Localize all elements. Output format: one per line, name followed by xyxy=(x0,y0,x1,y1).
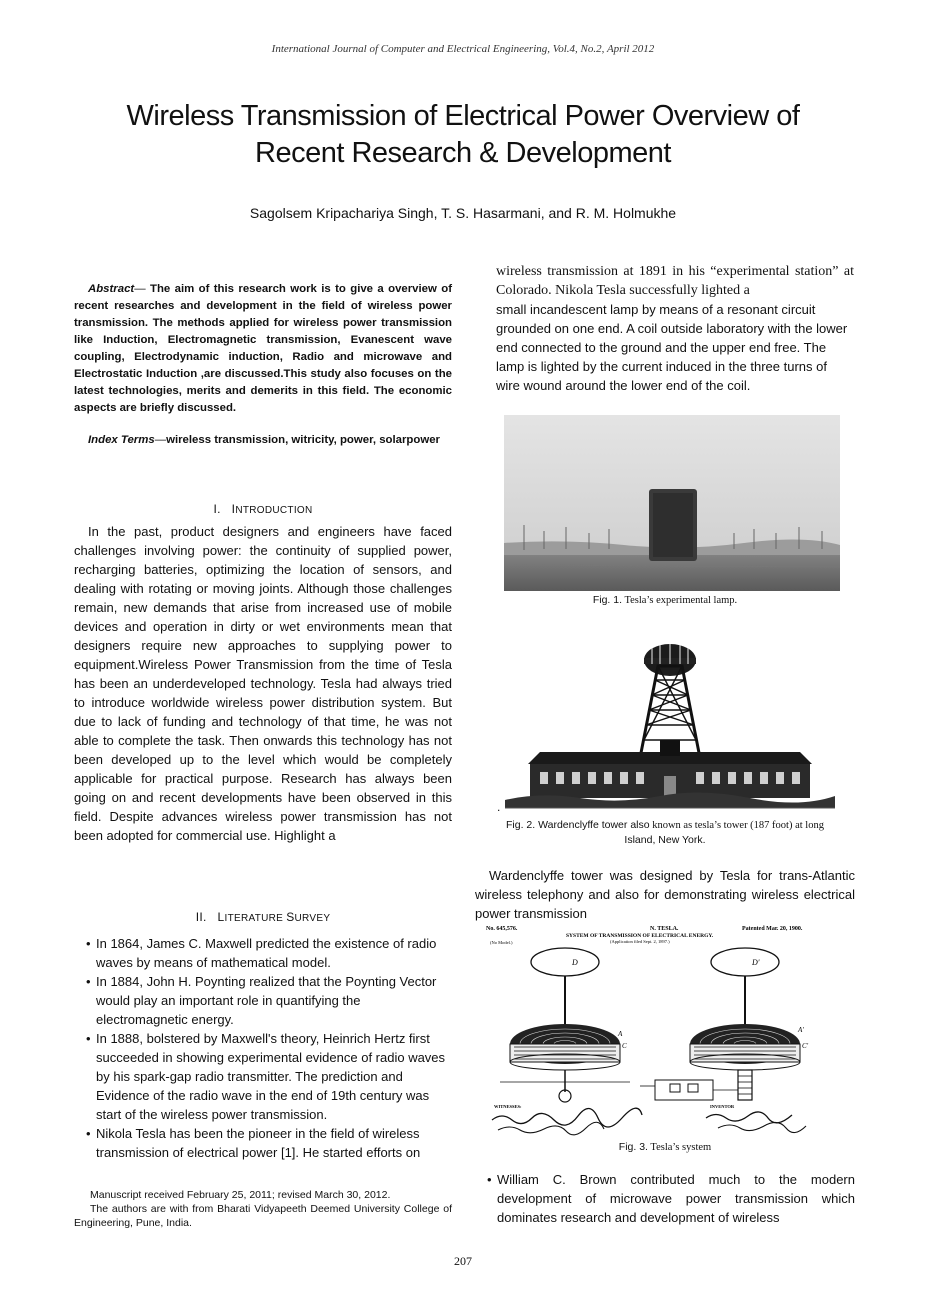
figure-3-tesla-system xyxy=(480,924,840,1136)
footnote-line-2: The authors are with from Bharati Vidyapeeth Deemed University College of Engineering, Pune, India. xyxy=(74,1203,452,1229)
brown-list xyxy=(475,1170,855,1227)
abstract-dash: — xyxy=(134,283,150,295)
journal-header: International Journal of Computer and Electrical Engineering, Vol.4, No.2, April 2012 xyxy=(271,43,655,55)
authors: Sagolsem Kripachariya Singh, T. S. Hasarmani, and R. M. Holmukhe xyxy=(249,205,677,221)
literature-survey-list xyxy=(74,934,452,1162)
paper-title xyxy=(80,98,846,172)
figure-1-lamp-photo xyxy=(504,415,840,591)
patent-name: N. TESLA. xyxy=(650,926,679,932)
index-terms-text: wireless transmission, witricity, power, solarpower xyxy=(166,434,440,446)
page-number: 207 xyxy=(454,1254,472,1268)
footnote xyxy=(74,1188,452,1230)
svg-text:C': C' xyxy=(802,1042,809,1050)
svg-text:D: D xyxy=(572,958,578,967)
svg-text:D': D' xyxy=(752,958,760,967)
patent-witnesses: WITNESSES: xyxy=(494,1104,522,1109)
svg-text:A: A xyxy=(618,1030,623,1038)
patent-model: (No Model.) xyxy=(490,940,513,945)
patent-inventor: INVENTOR xyxy=(710,1104,735,1109)
figure-2-wardenclyffe-tower xyxy=(500,640,840,815)
footnote-line-1: Manuscript received February 25, 2011; revised March 30, 2012. xyxy=(90,1189,391,1201)
index-terms-dash: — xyxy=(154,434,167,446)
wardenclyffe-paragraph: Wardenclyffe tower was designed by Tesla for trans-Atlantic wireless telephony and also for demonstrating wireless electrical power transmission xyxy=(475,868,855,921)
patent-number: No. 645,576. xyxy=(486,926,518,932)
patent-filed: (Application filed Sept. 2, 1897.) xyxy=(610,939,670,944)
patent-system: SYSTEM OF TRANSMISSION OF ELECTRICAL ENERGY. xyxy=(566,933,714,939)
tesla-continuation xyxy=(496,262,854,395)
figure-2-caption: Fig. 2. Wardenclyffe tower also known as tesla’s tower (187 foot) at long Island, New York. xyxy=(506,819,824,846)
title-line-1: Wireless Transmission of Electrical Power Overview of xyxy=(126,100,800,132)
introduction-body: In the past, product designers and engineers have faced challenges involving power: the continuity of supplied power, recharging batteries, optimizing the location of sensors, and dealing with rotating or moving joints. Although those challenges remain, new demands that arise from increased use of mobile devices and operation in dirty or wet environments mean that designers require new approaches to supplying power to equipment.Wireless Power Transmission from the time of Tesla has been an underdeveloped technology. Tesla had always tried to introduce worldwide wireless power distribution system. But due to lack of funding and technology of that time, he was not able to complete the task. Then onwards this technology has not been developed up to the level which would be completely applicable for practical purpose. Research has always been going on and recent developments have been observed in this field. Despite advances wireless power transmission has not been adopted for commercial use. Highlight a xyxy=(74,524,452,843)
list-item: • In 1864, James C. Maxwell predicted the existence of radio waves by means of mathematical model. xyxy=(86,936,437,970)
svg-text:A': A' xyxy=(798,1026,804,1034)
index-terms-label: Index Terms xyxy=(88,434,155,446)
figure-1-caption: Fig. 1. Tesla’s experimental lamp. xyxy=(592,594,738,606)
wardenclyffe-tower-image xyxy=(500,640,840,815)
svg-text:C: C xyxy=(622,1042,627,1050)
tesla-patent-drawing xyxy=(480,924,840,1136)
lamp-photo-image xyxy=(504,415,840,591)
abstract-label: Abstract xyxy=(88,283,135,295)
figure-2-dot: . xyxy=(497,800,501,814)
list-item: • In 1888, bolstered by Maxwell's theory, Heinrich Hertz first succeeded in showing experimental evidence of radio waves by his spark-gap radio transmitter. The prediction and Evidence of the radio wave in the end of 19th century was start of the wireless power transmission. xyxy=(86,1031,446,1122)
section-heading-literature-survey: II. LITERATURE SURVEY xyxy=(195,910,331,924)
title-line-2: Recent Research & Development xyxy=(255,137,671,169)
section-heading-introduction: I. INTRODUCTION xyxy=(213,502,313,516)
list-item: • William C. Brown contributed much to the modern development of microwave power transmission which dominates research and development of wireless xyxy=(487,1172,855,1225)
figure-3-caption: Fig. 3. Tesla’s system xyxy=(618,1141,712,1153)
tesla-continuation-sans: small incandescent lamp by means of a resonant circuit grounded on one end. A coil outside laboratory with the lower end connected to the ground and the upper end free. The lamp is lighted by the current induced in the three turns of wire wound around the lower end of the coil. xyxy=(496,302,848,393)
tesla-continuation-serif: wireless transmission at 1891 in his “experimental station” at Colorado. Nikola Tesla successfully lighted a xyxy=(496,264,854,298)
list-item: • In 1884, John H. Poynting realized that the Poynting Vector would play an important role in quantifying the electromagnetic energy. xyxy=(86,974,437,1027)
abstract xyxy=(74,281,452,417)
patent-date: Patented Mar. 20, 1900. xyxy=(742,926,803,932)
index-terms xyxy=(74,432,452,449)
abstract-text: The aim of this research work is to give a overview of recent researches and development in the field of wireless power transmission. The methods applied for wireless power transmission like Induction, Electromagnetic transmission, Evanescent wave coupling, Electrodynamic induction, Radio and microwave and Electrostatic Induction ,are discussed.This study also focuses on the latest technologies, merits and demerits in this field. The economic aspects are briefly discussed. xyxy=(74,283,452,414)
list-item: • Nikola Tesla has been the pioneer in the field of wireless transmission of electrical power [1]. He started efforts on xyxy=(86,1126,421,1160)
